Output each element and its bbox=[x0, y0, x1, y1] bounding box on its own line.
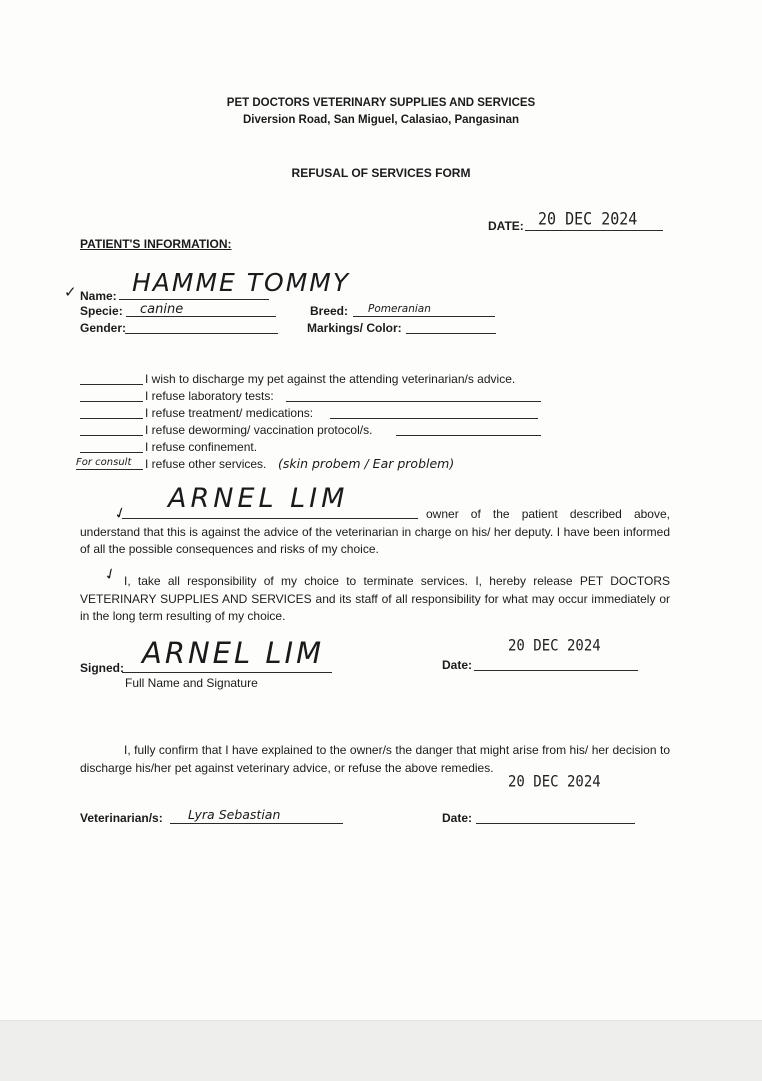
breed-value: Pomeranian bbox=[368, 303, 431, 315]
release-paragraph: I, take all responsibility of my choice to terminate services. I, hereby release PET DOCTORS VETERINARY SUPPLIES AND SERVICES and its staff of all responsibility for what may occur immediately or in the long term resulting of my choice. bbox=[80, 574, 670, 623]
option-blank-2 bbox=[80, 401, 143, 402]
date-label: DATE: bbox=[488, 219, 524, 233]
option-text-2: I refuse laboratory tests: bbox=[145, 389, 274, 403]
breed-label: Breed: bbox=[310, 304, 349, 318]
option-text-1: I wish to discharge my pet against the attending veterinarian/s advice. bbox=[145, 372, 516, 386]
option-blank-5 bbox=[80, 452, 143, 453]
signed-label: Signed: bbox=[80, 661, 124, 675]
release-check-mark: ✓ bbox=[100, 563, 120, 585]
option-blank-3 bbox=[80, 418, 143, 419]
option-detail-line-2 bbox=[286, 401, 541, 402]
option-text-4: I refuse deworming/ vaccination protocol/s. bbox=[145, 423, 373, 437]
markings-label: Markings/ Color: bbox=[307, 321, 402, 335]
form-title: REFUSAL OF SERVICES FORM bbox=[291, 166, 471, 180]
signature-date-line bbox=[474, 670, 638, 671]
date-stamp: 20 DEC 2024 bbox=[538, 208, 638, 230]
option-detail-line-4 bbox=[396, 435, 541, 436]
option-text-3: I refuse treatment/ medications: bbox=[145, 406, 314, 420]
gender-label: Gender: bbox=[80, 321, 127, 335]
veterinarian-value: Lyra Sebastian bbox=[188, 807, 281, 822]
confirmation-stamp: 20 DEC 2024 bbox=[508, 772, 601, 792]
name-value: HAMME TOMMY bbox=[132, 268, 351, 297]
org-address: Diversion Road, San Miguel, Calasiao, Pangasinan bbox=[242, 114, 520, 126]
statement-paragraph: owner of the patient described above, understand that this is against the advice of the veterinarian in charge on his/ her deputy. I have been informed of all the possible consequences and risks of my choice. bbox=[80, 507, 670, 556]
signature-date-stamp: 20 DEC 2024 bbox=[508, 636, 601, 656]
specie-value: canine bbox=[140, 302, 184, 317]
option-text-6: I refuse other services. bbox=[145, 457, 267, 471]
option-blank-4 bbox=[80, 435, 143, 436]
org-name: PET DOCTORS VETERINARY SUPPLIES AND SERVICES bbox=[226, 97, 536, 109]
veterinarian-label: Veterinarian/s: bbox=[80, 811, 163, 825]
option-blank-6 bbox=[76, 469, 143, 470]
owner-name-value: ARNEL LIM bbox=[168, 483, 349, 514]
specie-label: Specie: bbox=[80, 304, 123, 318]
veterinarian-line bbox=[170, 823, 343, 824]
name-check-mark: ✓ bbox=[64, 283, 77, 301]
option-text-5: I refuse confinement. bbox=[145, 440, 258, 454]
gender-line bbox=[125, 333, 278, 334]
signature-date-label: Date: bbox=[442, 658, 473, 672]
name-line bbox=[119, 299, 269, 300]
option-note-6: (skin probem / Ear problem) bbox=[278, 456, 455, 471]
scanner-bottom-margin bbox=[0, 1020, 762, 1081]
option-detail-line-3 bbox=[330, 418, 538, 419]
option-mark-6: For consult bbox=[76, 457, 132, 468]
signature-line bbox=[122, 672, 332, 673]
signature-caption: Full Name and Signature bbox=[125, 676, 258, 690]
date-line bbox=[525, 230, 663, 231]
statement-check-mark: ✓ bbox=[111, 502, 130, 524]
confirmation-paragraph: I, fully confirm that I have explained to the owner/s the danger that might arise from his/ her decision to discharge his/her pet against veterinary advice, or refuse the above remedies. bbox=[80, 743, 670, 775]
signature-value: ARNEL LIM bbox=[142, 636, 325, 670]
breed-line bbox=[353, 316, 495, 317]
option-blank-1 bbox=[80, 384, 143, 385]
veterinarian-date-label: Date: bbox=[442, 811, 473, 825]
markings-line bbox=[406, 333, 496, 334]
name-label: Name: bbox=[80, 289, 117, 303]
veterinarian-date-line bbox=[476, 823, 635, 824]
patient-section-title: PATIENT'S INFORMATION: bbox=[80, 237, 232, 251]
